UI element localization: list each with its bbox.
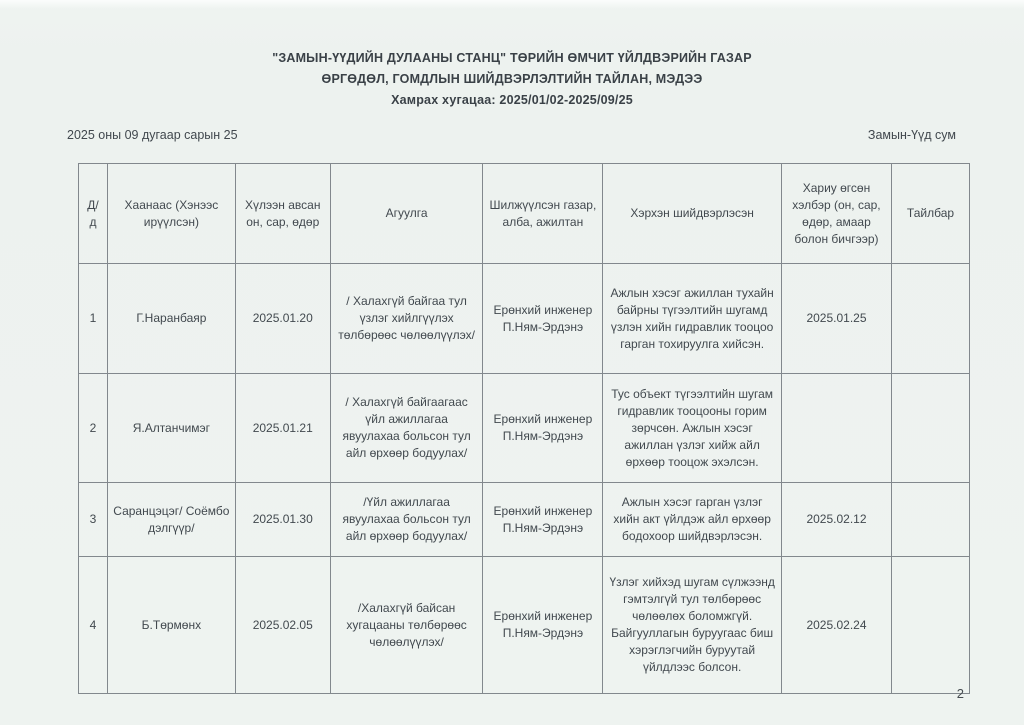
document-meta-row — [67, 128, 956, 142]
cell-content: / Халахгүй байгаа тул үзлэг хийлгүүлэх төлбөрөөс чөлөөлүүлэх/ — [330, 264, 483, 374]
document-coverage-period: Хамрах хугацаа: 2025/01/02-2025/09/25 — [391, 93, 633, 107]
column-header-6: Хариу өгсөн хэлбэр (он, сар, өдөр, амаар болон бичгээр) — [781, 164, 891, 264]
column-header-7: Тайлбар — [891, 164, 969, 264]
table-header-row — [79, 164, 970, 264]
cell-received-date: 2025.01.30 — [235, 483, 330, 557]
cell-from: Я.Алтанчимэг — [107, 374, 235, 483]
document-title-block — [0, 48, 1024, 111]
document-title-line-2: ӨРГӨДӨЛ, ГОМДЛЫН ШИЙДВЭРЛЭЛТИЙН ТАЙЛАН, МЭДЭЭ — [321, 72, 703, 86]
table-body — [79, 264, 970, 694]
cell-row-number: 1 — [79, 264, 108, 374]
cell-reply-date — [781, 374, 891, 483]
complaints-report-table — [78, 163, 970, 694]
column-header-3: Агуулга — [330, 164, 483, 264]
cell-assigned-to: Ерөнхий инженер П.Ням-Эрдэнэ — [483, 264, 603, 374]
cell-resolution: Ажлын хэсэг ажиллан тухайн байрны түгээлтийн шугамд үзлэн хийн гидравлик тооцоо гарган тохируулга хийсэн. — [603, 264, 782, 374]
cell-assigned-to: Ерөнхий инженер П.Ням-Эрдэнэ — [483, 557, 603, 694]
cell-row-number: 3 — [79, 483, 108, 557]
table-row — [79, 264, 970, 374]
cell-content: /Халахгүй байсан хугацааны төлбөрөөс чөлөөлүүлэх/ — [330, 557, 483, 694]
column-header-4: Шилжүүлсэн газар, алба, ажилтан — [483, 164, 603, 264]
cell-reply-date: 2025.01.25 — [781, 264, 891, 374]
cell-reply-date: 2025.02.12 — [781, 483, 891, 557]
cell-from: Г.Наранбаяр — [107, 264, 235, 374]
page-number: 2 — [956, 686, 964, 701]
column-header-5: Хэрхэн шийдвэрлэсэн — [603, 164, 782, 264]
cell-received-date: 2025.01.20 — [235, 264, 330, 374]
cell-row-number: 4 — [79, 557, 108, 694]
cell-resolution: Үзлэг хийхэд шугам сүлжээнд гэмтэлгүй тул төлбөрөөс чөлөөлөх боломжгүй. Байгууллагын буруугаас биш хэрэглэгчийн буруутай үйлдлээс болсон. — [603, 557, 782, 694]
report-date: 2025 оны 09 дугаар сарын 25 — [67, 128, 238, 142]
cell-received-date: 2025.02.05 — [235, 557, 330, 694]
column-header-0: Д/д — [79, 164, 108, 264]
cell-resolution: Тус объект түгээлтийн шугам гидравлик тооцооны горим зөрчсөн. Ажлын хэсэг ажиллан үзлэг хийж айл өрхөөр тооцож эхэлсэн. — [603, 374, 782, 483]
cell-note — [891, 557, 969, 694]
cell-resolution: Ажлын хэсэг гарган үзлэг хийн акт үйлдэж айл өрхөөр бодохоор шийдвэрлэсэн. — [603, 483, 782, 557]
location-name: Замын-Үүд сум — [867, 128, 956, 142]
column-header-1: Хаанаас (Хэнээс ирүүлсэн) — [107, 164, 235, 264]
cell-note — [891, 374, 969, 483]
cell-note — [891, 264, 969, 374]
table-header — [79, 164, 970, 264]
cell-note — [891, 483, 969, 557]
document-title-line-1: "ЗАМЫН-ҮҮДИЙН ДУЛААНЫ СТАНЦ" ТӨРИЙН ӨМЧИТ ҮЙЛДВЭРИЙН ГАЗАР — [272, 51, 752, 65]
cell-content: / Халахгүй байгаагаас үйл ажиллагаа явуулахаа больсон тул айл өрхөөр бодуулах/ — [330, 374, 483, 483]
cell-from: Б.Төрмөнх — [107, 557, 235, 694]
cell-from: Саранцэцэг/ Соёмбо дэлгүүр/ — [107, 483, 235, 557]
cell-row-number: 2 — [79, 374, 108, 483]
table-row — [79, 483, 970, 557]
cell-assigned-to: Ерөнхий инженер П.Ням-Эрдэнэ — [483, 483, 603, 557]
column-header-2: Хүлээн авсан он, сар, өдөр — [235, 164, 330, 264]
cell-received-date: 2025.01.21 — [235, 374, 330, 483]
table-row — [79, 557, 970, 694]
table-row — [79, 374, 970, 483]
cell-reply-date: 2025.02.24 — [781, 557, 891, 694]
cell-content: /Үйл ажиллагаа явуулахаа больсон тул айл өрхөөр бодуулах/ — [330, 483, 483, 557]
cell-assigned-to: Ерөнхий инженер П.Ням-Эрдэнэ — [483, 374, 603, 483]
